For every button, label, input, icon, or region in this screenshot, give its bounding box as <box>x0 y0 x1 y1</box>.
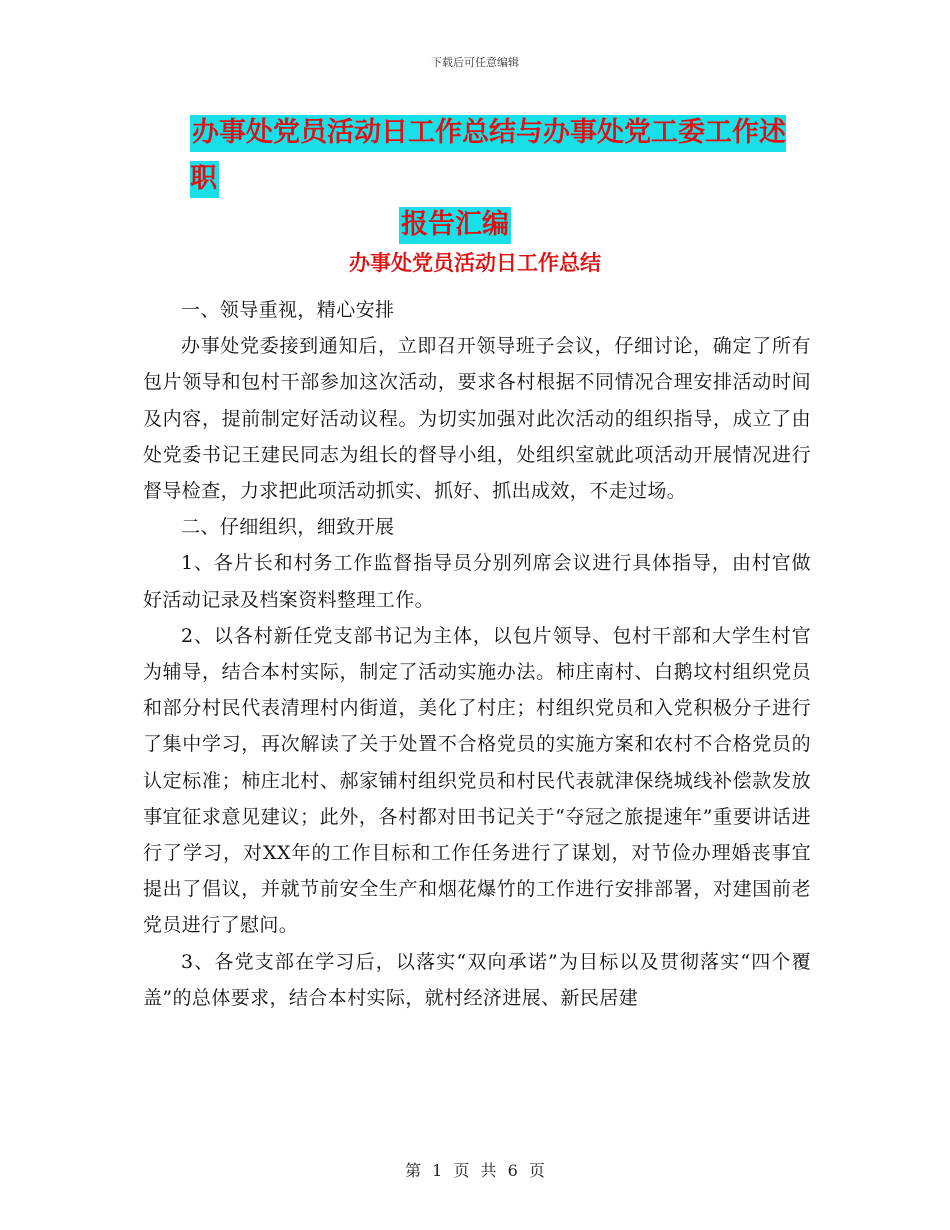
document-title <box>190 110 810 248</box>
paragraph: 2、以各村新任党支部书记为主体，以包片领导、包村干部和大学生村官为辅导，结合本村实际，制定了活动实施办法。柿庄南村、白鹅坟村组织党员和部分村民代表清理村内街道，美化了村庄；村组织党员和入党积极分子进行了集中学习，再次解读了关于处置不合格党员的实施方案和农村不合格党员的认定标准；柿庄北村、郝家铺村组织党员和村民代表就津保绕城线补偿款发放事宜征求意见建议；此外，各村都对田书记关于“夺冠之旅提速年”重要讲话进行了学习，对XX年的工作目标和工作任务进行了谋划，对节俭办理婚丧事宜提出了倡议，并就节前安全生产和烟花爆竹的工作进行安排部署，对建国前老党员进行了慰问。 <box>143 624 811 937</box>
paragraph: 办事处党委接到通知后，立即召开领导班子会议，仔细讨论，确定了所有包片领导和包村干部参加这次活动，要求各村根据不同情况合理安排活动时间及内容，提前制定好活动议程。为切实加强对此次活动的组织指导，成立了由处党委书记王建民同志为组长的督导小组，处组织室就此项活动开展情况进行督导检查，力求把此项活动抓实、抓好、抓出成效，不走过场。 <box>143 335 811 503</box>
page-header-note: 下载后可任意编辑 <box>431 56 519 69</box>
heading-2: 二、仔细组织，细致开展 <box>181 516 395 539</box>
page-number-footer: 第 1 页 共 6 页 <box>405 1161 545 1180</box>
heading-1: 一、领导重视，精心安排 <box>181 299 395 321</box>
section-title: 办事处党员活动日工作总结 <box>349 251 601 275</box>
paragraph: 3、各党支部在学习后，以落实“双向承诺”为目标以及贯彻落实“四个覆盖”的总体要求，结合本村实际，就村经济进展、新民居建 <box>143 950 811 1009</box>
document-body <box>143 292 811 1016</box>
paragraph: 1、各片长和村务工作监督指导员分别列席会议进行具体指导，由村官做好活动记录及档案资料整理工作。 <box>143 552 811 611</box>
title-line-2: 报告汇编 <box>399 207 511 244</box>
title-line-1: 办事处党员活动日工作总结与办事处党工委工作述职 <box>190 115 786 198</box>
